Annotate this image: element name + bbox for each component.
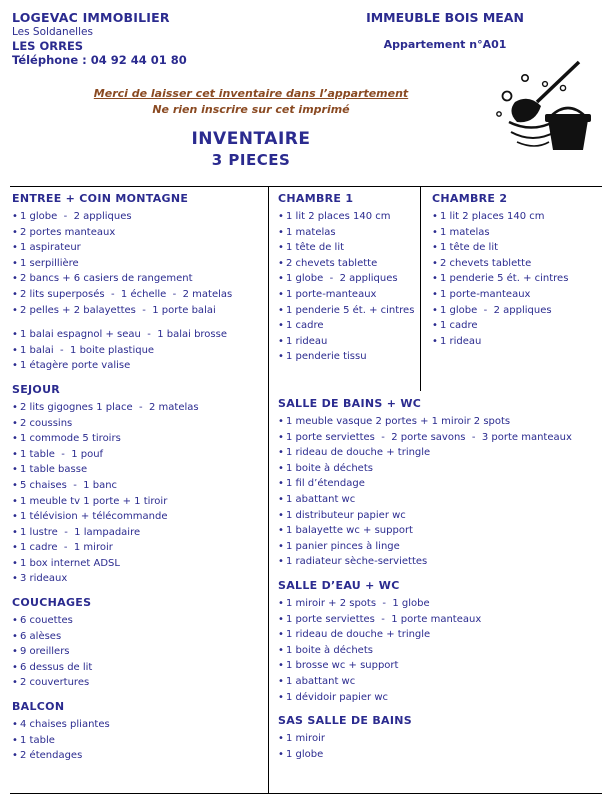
- list-item: • 1 table - 1 pouf: [12, 448, 104, 460]
- section-chambre-1: [278, 192, 428, 365]
- building-name: IMMEUBLE BOIS MEAN: [366, 10, 524, 25]
- list-item: • 6 alèses: [12, 630, 62, 642]
- list-item: • 2 lits gigognes 1 place - 2 matelas: [12, 401, 199, 413]
- column-left: [12, 192, 267, 773]
- list-item: • 1 serpillière: [12, 257, 79, 269]
- section-couchages: [12, 596, 267, 691]
- list-item: • 1 rideau: [432, 335, 482, 347]
- section-sejour: [12, 383, 267, 587]
- section-title: SALLE DE BAINS + WC: [278, 397, 422, 410]
- list-item: • 2 bancs + 6 casiers de rangement: [12, 273, 193, 285]
- list-item: • 1 panier pinces à linge: [278, 540, 400, 552]
- list-item: • 1 table: [12, 734, 55, 746]
- list-item: • 1 balai espagnol + seau - 1 balai brosse: [12, 329, 227, 341]
- list-item: • 2 portes manteaux: [12, 226, 116, 238]
- list-item: • 2 couvertures: [12, 677, 90, 689]
- list-item: • 1 cadre: [278, 320, 324, 332]
- list-item: • 2 chevets tablette: [278, 257, 378, 269]
- list-item: • 3 rideaux: [12, 573, 68, 585]
- list-item: • 1 globe - 2 appliques: [432, 304, 552, 316]
- list-item: • 1 télévision + télécommande: [12, 511, 168, 523]
- section-title: ENTREE + COIN MONTAGNE: [12, 192, 189, 205]
- list-item: • 1 porte serviettes - 2 porte savons - 3 porte manteaux: [278, 431, 572, 443]
- list-item: • 2 étendages: [12, 750, 83, 762]
- section-title: SAS SALLE DE BAINS: [278, 714, 412, 728]
- list-item: • 1 miroir: [278, 733, 325, 745]
- section-title: SALLE D’EAU + WC: [278, 578, 400, 592]
- list-item: • 2 chevets tablette: [432, 257, 532, 269]
- page-subtitle: 3 PIECES: [211, 151, 291, 169]
- list-item: • 1 matelas: [432, 226, 490, 238]
- list-item: • 1 aspirateur: [12, 242, 81, 254]
- list-item: • 1 tête de lit: [432, 242, 499, 254]
- cleaning-logo-icon: [485, 58, 600, 163]
- list-item: • 2 coussins: [12, 417, 73, 429]
- list-item: • 1 étagère porte valise: [12, 360, 131, 372]
- list-item: • 1 abattant wc: [278, 493, 356, 505]
- list-item: • 1 meuble vasque 2 portes + 1 miroir 2 spots: [278, 416, 511, 427]
- list-item: • 1 globe - 2 appliques: [12, 211, 132, 222]
- spacer: [12, 318, 267, 327]
- apartment-number: Appartement n°A01: [383, 38, 507, 51]
- list-item: • 1 globe - 2 appliques: [278, 273, 398, 285]
- list-item: • 1 distributeur papier wc: [278, 509, 406, 521]
- section-title: CHAMBRE 2: [432, 192, 508, 205]
- list-item: • 1 boite à déchets: [278, 462, 373, 474]
- building-block: [330, 10, 560, 51]
- list-item: • 1 rideau de douche + tringle: [278, 629, 431, 641]
- list-item: • 1 matelas: [278, 226, 336, 238]
- list-item: • 1 rideau: [278, 335, 328, 347]
- list-item: • 1 tête de lit: [278, 242, 345, 254]
- list-item: • 1 balai - 1 boite plastique: [12, 344, 155, 356]
- list-item: • 1 dévidoir papier wc: [278, 691, 388, 703]
- list-item: • 1 porte-manteaux: [432, 288, 531, 300]
- list-item: • 2 pelles + 2 balayettes - 1 porte balai: [12, 304, 216, 316]
- divider-bottom: [10, 793, 602, 794]
- column-middle: [278, 192, 428, 374]
- list-item: • 1 meuble tv 1 porte + 1 tiroir: [12, 495, 168, 507]
- list-item: • 1 lit 2 places 140 cm: [432, 211, 545, 222]
- notice-line-1: Merci de laisser cet inventaire dans l’appartement: [93, 87, 409, 100]
- list-item: • 9 oreillers: [12, 646, 70, 658]
- list-item: • 1 porte-manteaux: [278, 288, 377, 300]
- agency-address-2: LES ORRES: [12, 39, 84, 53]
- list-item: • 1 lustre - 1 lampadaire: [12, 526, 141, 538]
- list-item: • 1 table basse: [12, 464, 88, 476]
- list-item: • 1 penderie tissu: [278, 351, 367, 363]
- list-item: • 1 porte serviettes - 1 porte manteaux: [278, 613, 482, 625]
- list-item: • 1 brosse wc + support: [278, 660, 399, 672]
- list-item: • 1 penderie 5 ét. + cintres: [278, 304, 415, 316]
- section-title: COUCHAGES: [12, 596, 92, 610]
- section-title: CHAMBRE 1: [278, 192, 354, 205]
- agency-phone: Téléphone : 04 92 44 01 80: [12, 53, 187, 67]
- inventory-columns: [10, 192, 602, 792]
- section-salle-deau-wc: [278, 579, 608, 705]
- list-item: • 1 cadre: [432, 320, 478, 332]
- divider-top: [10, 186, 602, 187]
- column-middle-lower: [278, 397, 608, 771]
- list-item: • 1 commode 5 tiroirs: [12, 433, 121, 445]
- list-item: • 1 boite à déchets: [278, 644, 373, 656]
- list-item: • 1 radiateur sèche-serviettes: [278, 556, 428, 568]
- section-entree-coin-montagne: [12, 192, 267, 374]
- list-item: • 1 abattant wc: [278, 675, 356, 687]
- section-chambre-2: [432, 192, 600, 349]
- list-item: • 6 dessus de lit: [12, 661, 93, 673]
- section-salle-de-bains-wc: [278, 397, 608, 570]
- list-item: • 1 globe: [278, 748, 324, 760]
- section-sas-salle-de-bains: [278, 714, 608, 762]
- list-item: • 1 box internet ADSL: [12, 557, 120, 569]
- list-item: • 2 lits superposés - 1 échelle - 2 matelas: [12, 288, 233, 300]
- list-item: • 1 balayette wc + support: [278, 525, 413, 537]
- list-item: • 1 miroir + 2 spots - 1 globe: [278, 597, 430, 609]
- list-item: • 1 fil d’étendage: [278, 478, 365, 490]
- list-item: • 1 cadre - 1 miroir: [12, 542, 113, 554]
- notice-line-2: Ne rien inscrire sur cet imprimé: [152, 103, 350, 116]
- agency-name: LOGEVAC IMMOBILIER: [12, 10, 170, 25]
- list-item: • 1 rideau de douche + tringle: [278, 447, 431, 459]
- agency-address-1: Les Soldanelles: [12, 26, 93, 38]
- list-item: • 1 penderie 5 ét. + cintres: [432, 273, 569, 285]
- section-title: SEJOUR: [12, 382, 61, 396]
- section-title: BALCON: [12, 700, 65, 714]
- list-item: • 5 chaises - 1 banc: [12, 479, 118, 491]
- list-item: • 6 couettes: [12, 615, 73, 627]
- section-balcon: [12, 700, 267, 764]
- page-title: INVENTAIRE: [191, 129, 311, 149]
- agency-block: [12, 10, 312, 67]
- list-item: • 1 lit 2 places 140 cm: [278, 211, 391, 222]
- list-item: • 4 chaises pliantes: [12, 719, 110, 731]
- column-right: [432, 192, 600, 358]
